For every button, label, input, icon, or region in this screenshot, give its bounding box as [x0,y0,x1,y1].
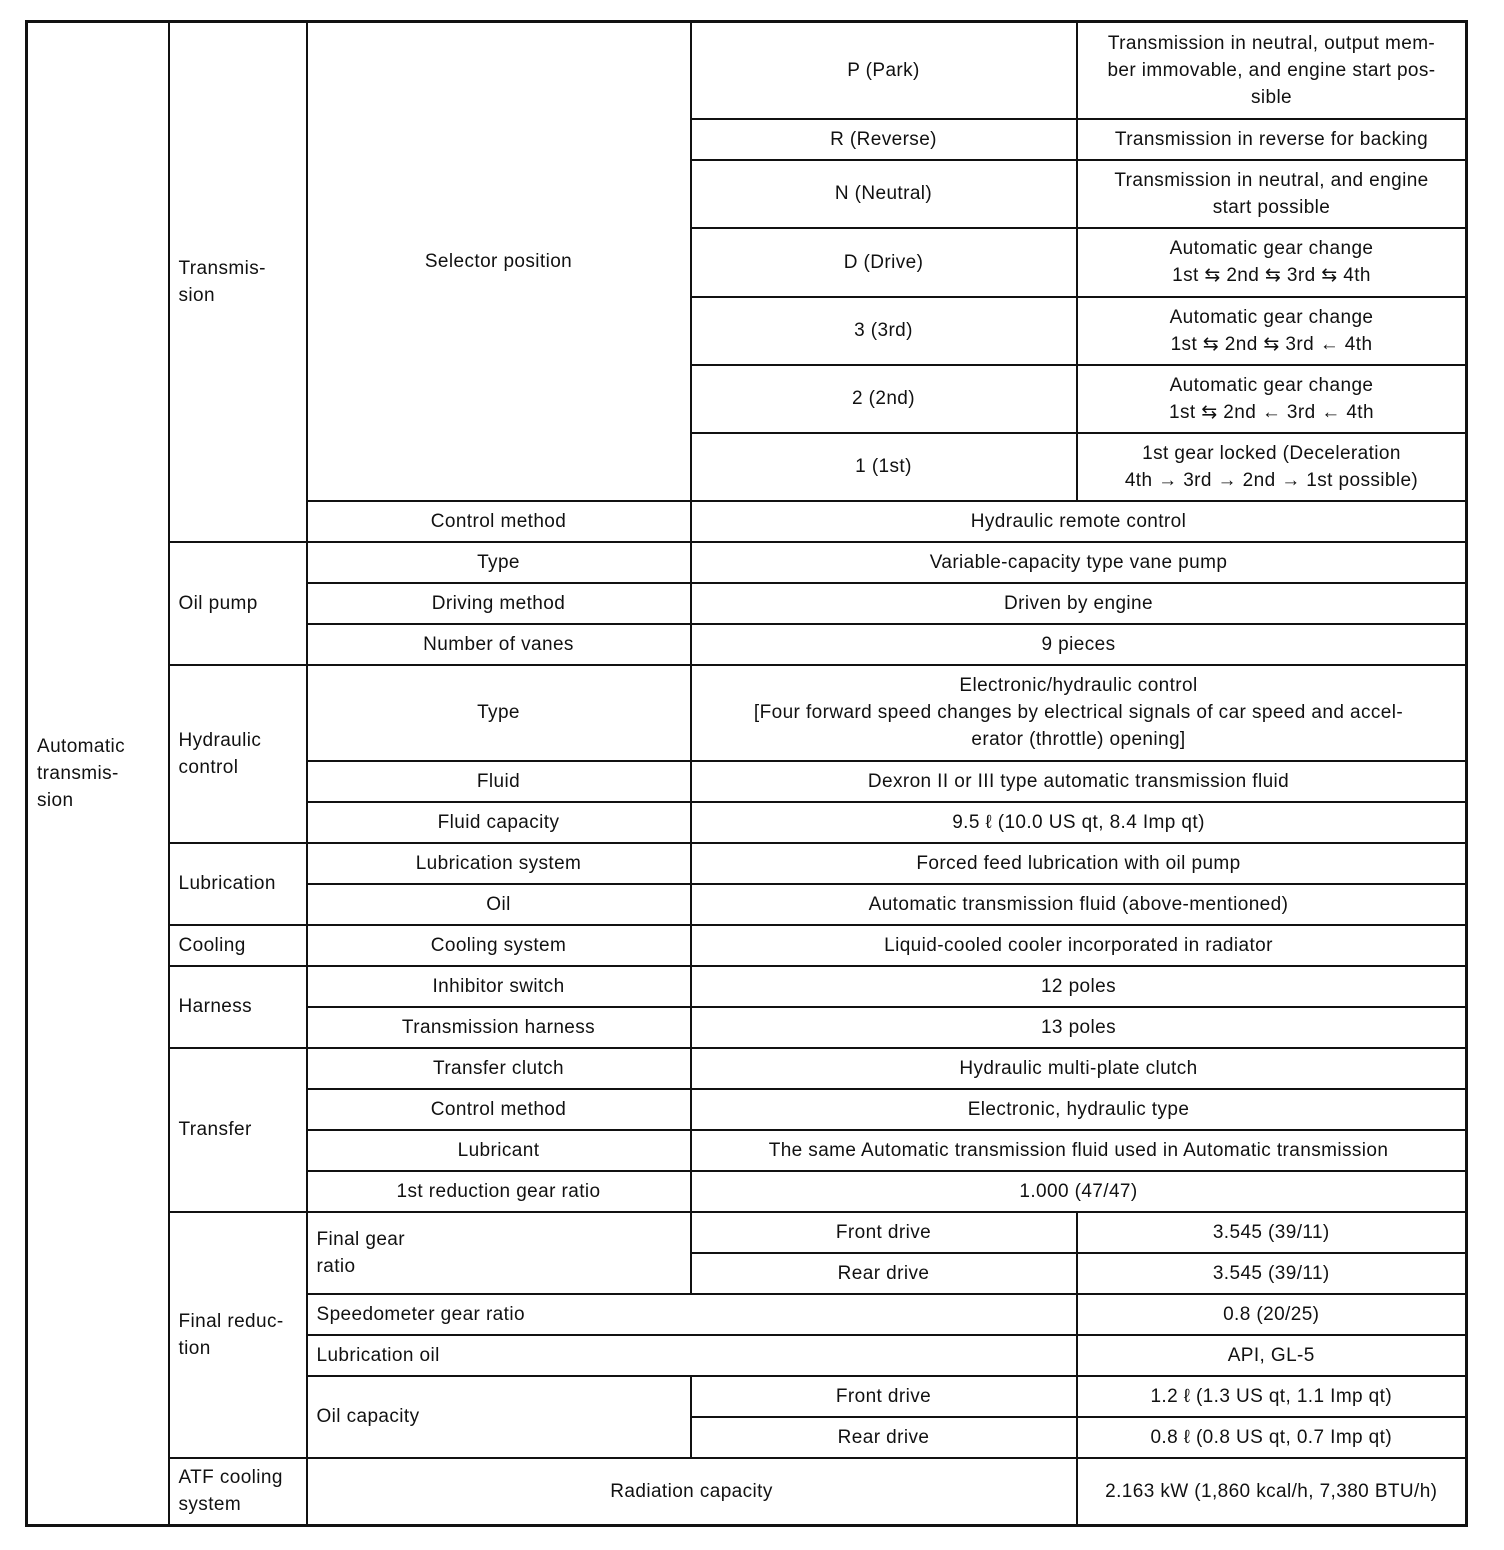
item-label: Type [307,665,691,761]
item-label: Lubrication system [307,843,691,884]
selector-position-name: R (Reverse) [691,119,1077,160]
section-lubrication-oil: Lubrication oil [307,1335,1077,1376]
item-label: Oil [307,884,691,925]
section-hydraulic-control: Hydraulic control [169,665,307,843]
item-value: 2.163 kW (1,860 kcal/h, 7,380 BTU/h) [1077,1458,1467,1526]
item-value: Hydraulic multi-plate clutch [691,1048,1467,1089]
item-label: Number of vanes [307,624,691,665]
item-value: Electronic, hydraulic type [691,1089,1467,1130]
item-control-method: Control method [307,501,691,542]
item-value: Electronic/hydraulic control [Four forward speed changes by electrical signals of car speed and accel- erator (throttle) opening] [691,665,1467,761]
section-cooling: Cooling [169,925,307,966]
item-label: Control method [307,1089,691,1130]
selector-position-name: D (Drive) [691,228,1077,297]
section-oil-capacity: Oil capacity [307,1376,691,1458]
group-automatic-transmission: Automatic transmis- sion [27,22,169,1526]
selector-position-name: 1 (1st) [691,433,1077,501]
item-value: Automatic transmission fluid (above-mentioned) [691,884,1467,925]
item-value: The same Automatic transmission fluid used in Automatic transmission [691,1130,1467,1171]
item-value: Forced feed lubrication with oil pump [691,843,1467,884]
item-label: Rear drive [691,1253,1077,1294]
item-value: API, GL-5 [1077,1335,1467,1376]
item-value: 1.000 (47/47) [691,1171,1467,1212]
selector-position-description: Transmission in neutral, output mem- ber immovable, and engine start pos- sible [1077,22,1467,119]
item-value: Variable-capacity type vane pump [691,542,1467,583]
item-label: Transmission harness [307,1007,691,1048]
item-value: Dexron II or III type automatic transmission fluid [691,761,1467,802]
item-label: Transfer clutch [307,1048,691,1089]
selector-position-name: 3 (3rd) [691,297,1077,365]
selector-position-name: N (Neutral) [691,160,1077,228]
item-value: 3.545 (39/11) [1077,1253,1467,1294]
selector-position-description: 1st gear locked (Deceleration 4th → 3rd → 2nd → 1st possible) [1077,433,1467,501]
section-speedometer-gear-ratio: Speedometer gear ratio [307,1294,1077,1335]
item-label: Inhibitor switch [307,966,691,1007]
item-value: 3.545 (39/11) [1077,1212,1467,1253]
section-final-gear-ratio: Final gear ratio [307,1212,691,1294]
section-oil-pump: Oil pump [169,542,307,665]
value-control-method: Hydraulic remote control [691,501,1467,542]
item-value: 1.2 ℓ (1.3 US qt, 1.1 Imp qt) [1077,1376,1467,1417]
item-value: 0.8 ℓ (0.8 US qt, 0.7 Imp qt) [1077,1417,1467,1458]
selector-position-description: Automatic gear change 1st ⇆ 2nd ← 3rd ← 4th [1077,365,1467,433]
item-label: Driving method [307,583,691,624]
selector-position-description: Transmission in reverse for backing [1077,119,1467,160]
section-radiation-capacity: Radiation capacity [307,1458,1077,1526]
selector-position-description: Automatic gear change 1st ⇆ 2nd ⇆ 3rd ⇆ 4th [1077,228,1467,297]
section-lubrication: Lubrication [169,843,307,925]
item-value: 9.5 ℓ (10.0 US qt, 8.4 Imp qt) [691,802,1467,843]
item-value: 12 poles [691,966,1467,1007]
item-label: Fluid [307,761,691,802]
item-label: Front drive [691,1212,1077,1253]
item-selector-position: Selector position [307,22,691,501]
item-label: 1st reduction gear ratio [307,1171,691,1212]
group-final-reduction: Final reduc- tion [169,1212,307,1458]
item-value: Liquid-cooled cooler incorporated in radiator [691,925,1467,966]
selector-position-description: Automatic gear change 1st ⇆ 2nd ⇆ 3rd ← 4th [1077,297,1467,365]
selector-position-name: 2 (2nd) [691,365,1077,433]
section-transmission: Transmis- sion [169,22,307,542]
item-label: Cooling system [307,925,691,966]
item-label: Fluid capacity [307,802,691,843]
item-value: Driven by engine [691,583,1467,624]
item-label: Lubricant [307,1130,691,1171]
item-value: 13 poles [691,1007,1467,1048]
selector-position-name: P (Park) [691,22,1077,119]
spec-table [25,20,1468,1527]
item-label: Rear drive [691,1417,1077,1458]
section-harness: Harness [169,966,307,1048]
item-value: 9 pieces [691,624,1467,665]
section-transfer: Transfer [169,1048,307,1212]
item-label: Type [307,542,691,583]
item-value: 0.8 (20/25) [1077,1294,1467,1335]
selector-position-description: Transmission in neutral, and engine start possible [1077,160,1467,228]
group-atf-cooling-system: ATF cooling system [169,1458,307,1526]
item-label: Front drive [691,1376,1077,1417]
